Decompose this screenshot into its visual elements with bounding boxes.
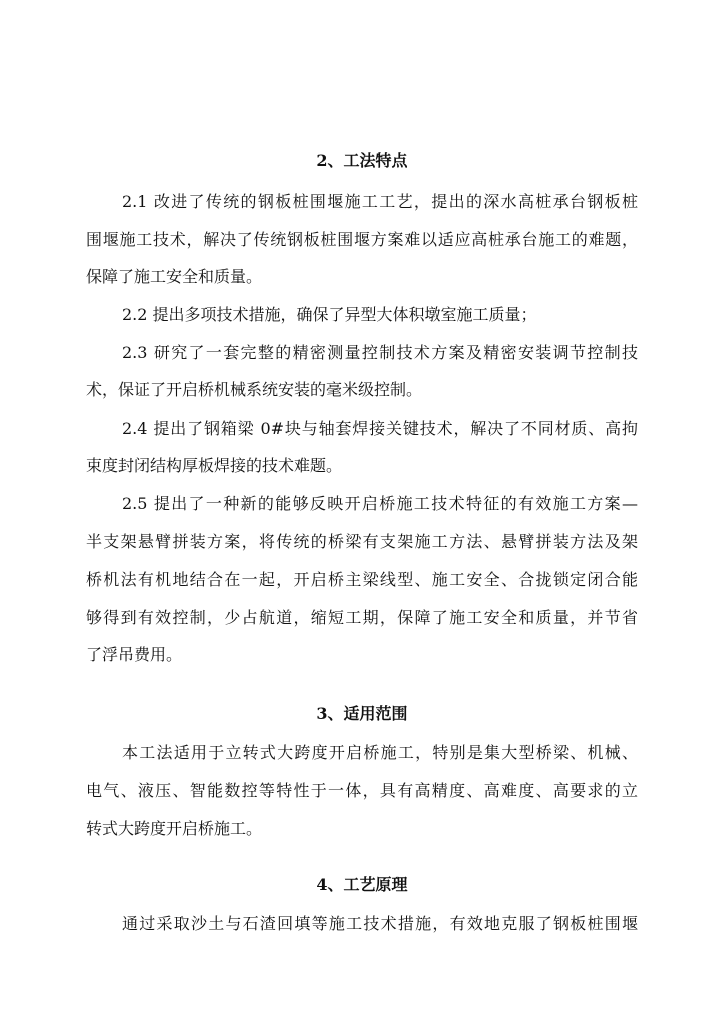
section-2-4-line-1: 2.4 提出了钢箱梁 0#块与轴套焊接关键技术，解决了不同材质、高拘 [122,419,638,438]
section-2-1-line-2: 围堰施工技术，解决了传统钢板桩围堰方案难以适应高桩承台施工的难题， [86,230,638,249]
section-2-5-line-3: 桥机法有机地结合在一起，开启桥主梁线型、施工安全、合拢锁定闭合能 [86,570,638,589]
section-2-1-line-1: 2.1 改进了传统的钢板桩围堰施工工艺，提出的深水高桩承台钢板桩 [122,192,638,211]
section-2-heading: 2、工法特点 [316,151,408,170]
section-3-heading: 3、适用范围 [316,704,408,723]
section-2-3-line-2: 术，保证了开启桥机械系统安装的毫米级控制。 [86,380,423,399]
section-2-5-line-2: 半支架悬臂拼装方案，将传统的桥梁有支架施工方法、悬臂拼装方法及架 [86,532,638,551]
section-4-heading: 4、工艺原理 [316,875,408,894]
section-3-line-3: 转式大跨度开启桥施工。 [86,819,263,838]
section-2-3-line-1: 2.3 研究了一套完整的精密测量控制技术方案及精密安装调节控制技 [122,343,638,362]
section-2-5-line-1: 2.5 提出了一种新的能够反映开启桥施工技术特征的有效施工方案— [122,494,638,513]
section-3-line-2: 电气、液压、智能数控等特性于一体，具有高精度、高难度、高要求的立 [86,781,638,800]
section-3-line-1: 本工法适用于立转式大跨度开启桥施工，特别是集大型桥梁、机械、 [122,743,638,762]
section-2-5-line-4: 够得到有效控制，少占航道，缩短工期，保障了施工安全和质量，并节省 [86,608,638,627]
section-2-5-line-5: 了浮吊费用。 [86,645,183,664]
section-2-1-line-3: 保障了施工安全和质量。 [86,267,263,286]
section-2-4-line-2: 束度封闭结构厚板焊接的技术难题。 [86,456,343,475]
section-2-2-line-1: 2.2 提出多项技术措施，确保了异型大体积墩室施工质量； [122,305,537,324]
section-4-line-1: 通过采取沙土与石渣回填等施工技术措施，有效地克服了钢板桩围堰 [122,914,638,933]
